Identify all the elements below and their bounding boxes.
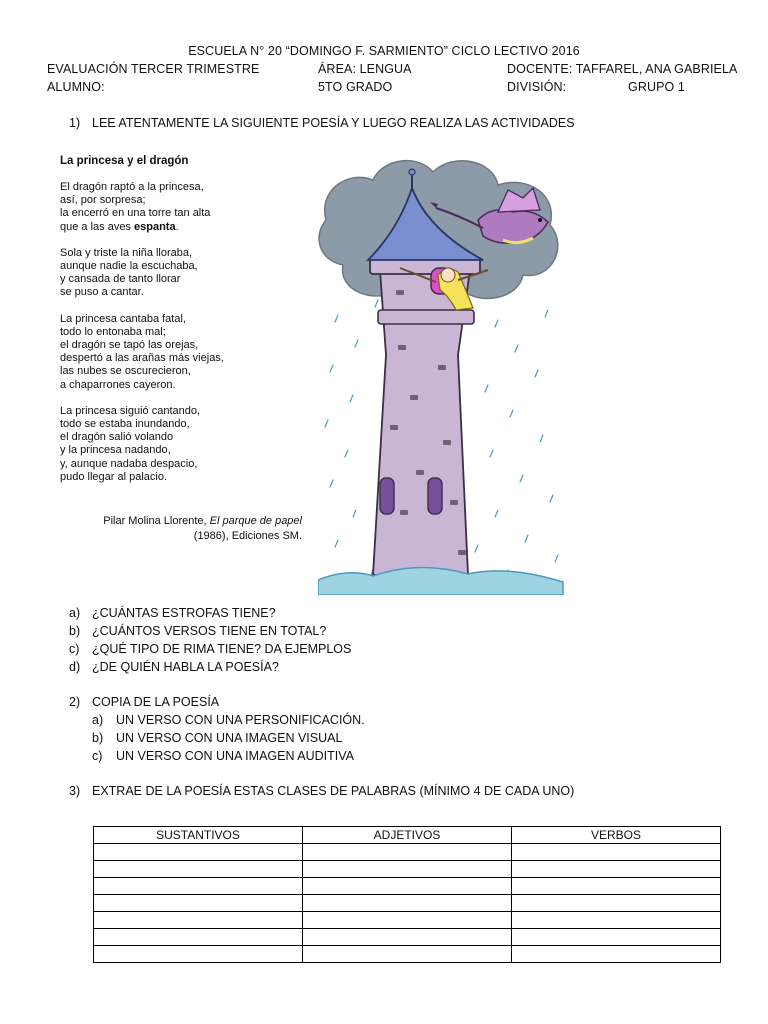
answer-cell[interactable]	[512, 844, 721, 861]
poem-verse: El dragón raptó a la princesa,	[60, 181, 204, 193]
header-sustantivos: SUSTANTIVOS	[94, 827, 303, 844]
table-row	[94, 929, 721, 946]
poem-stanza-3	[60, 313, 224, 392]
answer-cell[interactable]	[94, 844, 303, 861]
poem-verse: se puso a cantar.	[60, 286, 144, 299]
q2-item-c-letter: c)	[92, 749, 103, 763]
q1-item-a-letter: a)	[69, 606, 81, 620]
q1-item-d-text: ¿DE QUIÉN HABLA LA POESÍA?	[92, 660, 279, 674]
poem-verse: pudo llegar al palacio.	[60, 470, 168, 483]
group-label: GRUPO 1	[628, 80, 685, 94]
answer-cell[interactable]	[512, 861, 721, 878]
poem-verse: la encerró en una torre tan alta	[60, 207, 211, 220]
answer-cell[interactable]	[303, 895, 512, 912]
q1-item-b-text: ¿CUÁNTOS VERSOS TIENE EN TOTAL?	[92, 624, 327, 638]
poem-credit-publication: (1986), Ediciones SM.	[193, 530, 302, 542]
area-label: ÁREA: LENGUA	[318, 62, 412, 76]
poem-stanza-4	[60, 405, 224, 484]
poem-verse-text: que a las aves	[60, 220, 134, 233]
poem-stanza-1	[60, 181, 224, 234]
poem-verse: todo lo entonaba mal;	[60, 325, 166, 338]
tower-illustration	[318, 150, 570, 595]
q1-item-c-text: ¿QUÉ TIPO DE RIMA TIENE? DA EJEMPLOS	[92, 642, 352, 656]
answer-cell[interactable]	[512, 912, 721, 929]
table-row	[94, 878, 721, 895]
answer-cell[interactable]	[303, 844, 512, 861]
answer-cell[interactable]	[303, 861, 512, 878]
poem-period: .	[175, 220, 179, 233]
tower-window-left	[380, 478, 394, 514]
poem-title: La princesa y el dragón	[60, 155, 189, 167]
flood-water	[318, 567, 563, 595]
poem-verse: y cansada de tanto llorar	[60, 273, 181, 286]
answer-cell[interactable]	[512, 929, 721, 946]
poem-verse: las nubes se oscurecieron,	[60, 365, 191, 378]
tower-window-right	[428, 478, 442, 514]
question-1-number: 1)	[69, 116, 81, 130]
student-label: ALUMNO:	[47, 80, 105, 94]
book-title: El parque de papel	[209, 515, 302, 527]
answer-cell[interactable]	[512, 878, 721, 895]
question-3-number: 3)	[69, 784, 81, 798]
answer-cell[interactable]	[512, 895, 721, 912]
answer-cell[interactable]	[94, 878, 303, 895]
q1-item-d-letter: d)	[69, 660, 81, 674]
q2-item-c-text: UN VERSO CON UNA IMAGEN AUDITIVA	[116, 749, 355, 763]
answer-cell[interactable]	[94, 946, 303, 963]
table-header-row	[94, 827, 721, 844]
q1-item-a-text: ¿CUÁNTAS ESTROFAS TIENE?	[92, 606, 276, 620]
question-3-text: EXTRAE DE LA POESÍA ESTAS CLASES DE PALABRAS (MÍNIMO 4 DE CADA UNO)	[92, 784, 575, 798]
q2-item-a-letter: a)	[92, 713, 104, 727]
answer-cell[interactable]	[94, 912, 303, 929]
poem-verse: despertó a las arañas más viejas,	[60, 352, 224, 365]
poem-verse: así, por sorpresa;	[60, 194, 146, 207]
header-adjetivos: ADJETIVOS	[303, 827, 512, 844]
q1-item-b-letter: b)	[69, 624, 81, 638]
question-1-text: LEE ATENTAMENTE LA SIGUIENTE POESÍA Y LUEGO REALIZA LAS ACTIVIDADES	[92, 116, 575, 130]
question-2-text: COPIA DE LA POESÍA	[92, 695, 220, 709]
poem-verse: La princesa siguió cantando,	[60, 404, 201, 417]
poem-verse: a chaparrones cayeron.	[60, 378, 176, 391]
table-row	[94, 895, 721, 912]
word-classes-table	[93, 826, 721, 963]
poem-verse: todo se estaba inundando,	[60, 418, 190, 431]
tower-ring-mid	[378, 310, 474, 324]
table-row	[94, 844, 721, 861]
q1-item-c-letter: c)	[69, 642, 80, 656]
poem-verse-with-bold	[60, 221, 224, 234]
header-verbos: VERBOS	[512, 827, 721, 844]
poem-verse: y la princesa nadando,	[60, 444, 171, 457]
spire-knob	[409, 169, 415, 175]
table-row	[94, 912, 721, 929]
q2-item-b-letter: b)	[92, 731, 104, 745]
poem-body	[60, 181, 224, 497]
answer-cell[interactable]	[303, 929, 512, 946]
poem-verse: y, aunque nadaba despacio,	[60, 457, 198, 470]
poem-bold-word: espanta	[134, 220, 176, 233]
answer-cell[interactable]	[94, 861, 303, 878]
answer-cell[interactable]	[94, 929, 303, 946]
answer-cell[interactable]	[303, 946, 512, 963]
q2-item-a-text: UN VERSO CON UNA PERSONIFICACIÓN.	[116, 713, 365, 727]
school-title: ESCUELA N° 20 “DOMINGO F. SARMIENTO” CICLO LECTIVO 2016	[188, 44, 580, 58]
poem-verse: aunque nadie la escuchaba,	[60, 260, 198, 273]
poem-verse: el dragón se tapó las orejas,	[60, 339, 199, 352]
answer-cell[interactable]	[94, 895, 303, 912]
table-row	[94, 861, 721, 878]
answer-cell[interactable]	[512, 946, 721, 963]
evaluation-label: EVALUACIÓN TERCER TRIMESTRE	[47, 62, 260, 76]
poem-verse: La princesa cantaba fatal,	[60, 312, 186, 325]
division-label: DIVISIÓN:	[507, 80, 567, 94]
answer-cell[interactable]	[303, 878, 512, 895]
author-name: Pilar Molina Llorente,	[103, 515, 210, 527]
question-2-number: 2)	[69, 695, 81, 709]
poem-credit-author	[60, 515, 302, 527]
answer-cell[interactable]	[303, 912, 512, 929]
grade-label: 5TO GRADO	[318, 80, 393, 94]
poem-verse: Sola y triste la niña lloraba,	[60, 246, 193, 259]
q2-item-b-text: UN VERSO CON UNA IMAGEN VISUAL	[116, 731, 343, 745]
table-row	[94, 946, 721, 963]
poem-verse: el dragón salió volando	[60, 431, 174, 444]
teacher-label: DOCENTE: TAFFAREL, ANA GABRIELA	[507, 62, 738, 76]
poem-stanza-2	[60, 247, 224, 300]
